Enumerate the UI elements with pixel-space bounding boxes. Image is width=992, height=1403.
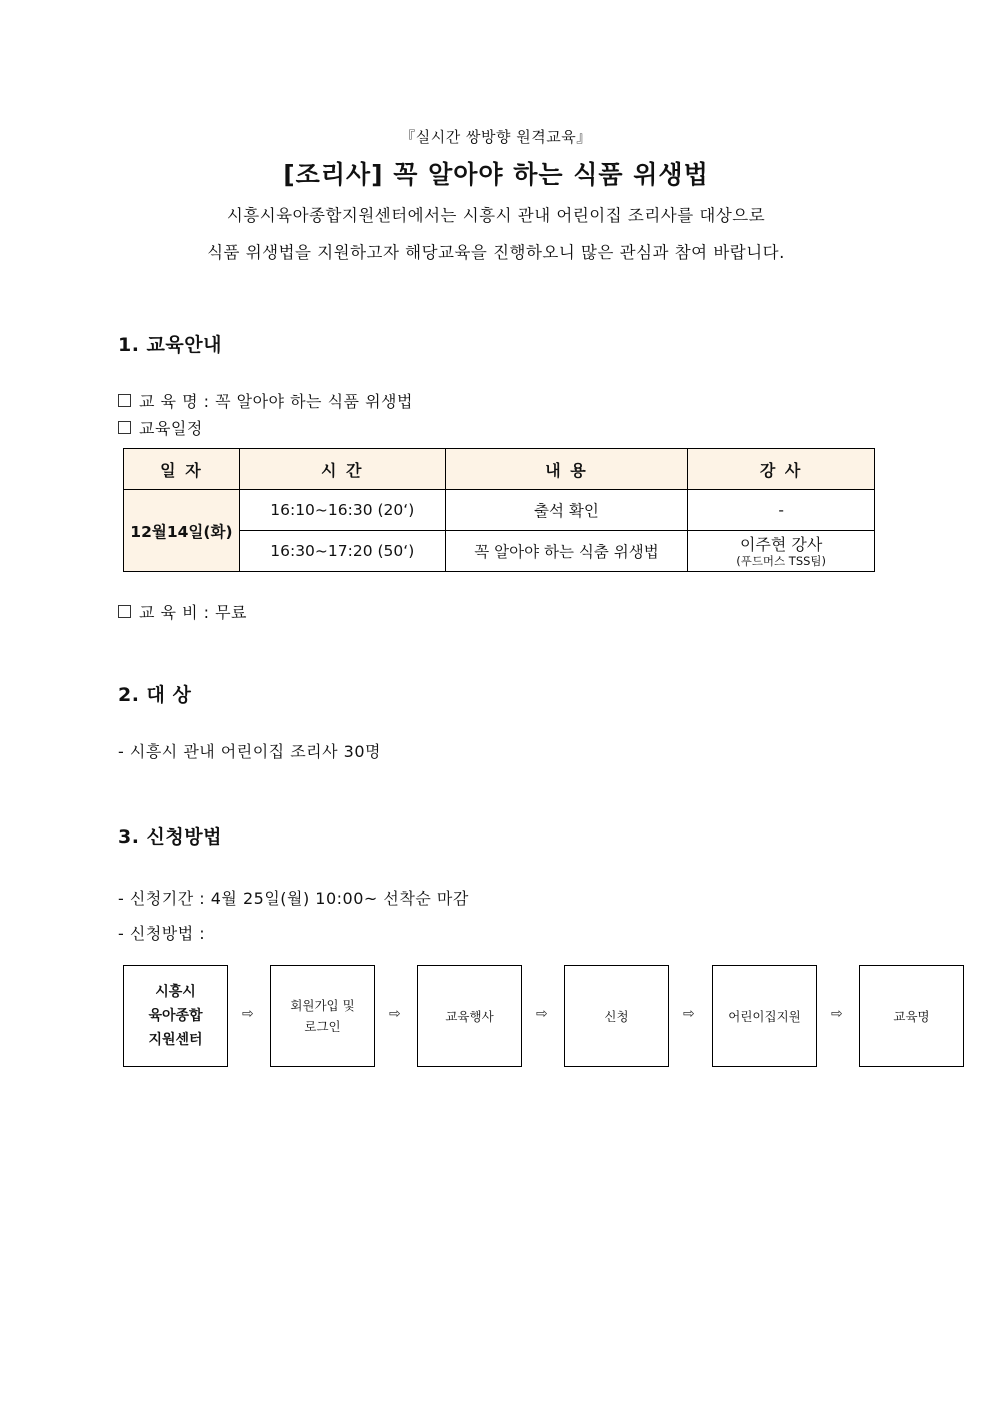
schedule-label-line bbox=[118, 416, 203, 439]
section-heading-application: 3. 신청방법 bbox=[118, 826, 222, 848]
flow-step-1-line: 시흥시 bbox=[155, 984, 196, 1000]
flow-step-6-label: 교육명 bbox=[893, 1008, 930, 1024]
schedule-table bbox=[123, 448, 875, 572]
flow-step-2-line: 회원가입 및 bbox=[290, 998, 355, 1013]
flow-step-2-line: 로그인 bbox=[304, 1019, 341, 1034]
header-instructor: 강 사 bbox=[688, 449, 875, 490]
intro-line-1: 시흥시육아종합지원센터에서는 시흥시 관내 어린이집 조리사를 대상으로 bbox=[226, 206, 766, 225]
table-header-row bbox=[124, 449, 875, 490]
flow-step-5-label: 어린이집지원 bbox=[728, 1008, 801, 1024]
arrow-right-icon: ⇨ bbox=[683, 1006, 695, 1022]
arrow-right-icon: ⇨ bbox=[536, 1006, 548, 1022]
application-method-label: - 신청방법 : bbox=[118, 924, 206, 943]
content-cell: 꼭 알아야 하는 식춤 위생법 bbox=[445, 531, 688, 572]
document-title: [조리사] 꼭 알아야 하는 식품 위생법 bbox=[283, 160, 709, 189]
instructor-affiliation: (푸드머스 TSS팀) bbox=[736, 553, 827, 568]
time-cell: 16:30~17:20 (50‘) bbox=[239, 531, 445, 572]
flow-step-edu-event bbox=[417, 965, 522, 1067]
checkbox-icon bbox=[118, 605, 131, 618]
flow-step-course-name bbox=[859, 965, 964, 1067]
fee-text: 교 육 비 : 무료 bbox=[139, 603, 248, 622]
course-name-text: 교 육 명 : 꼭 알아야 하는 식품 위생법 bbox=[139, 392, 413, 411]
header-date: 일 자 bbox=[124, 449, 240, 490]
checkbox-icon bbox=[118, 421, 131, 434]
application-period-line: - 신청기간 : 4월 25일(월) 10:00~ 선착순 마감 bbox=[118, 889, 469, 908]
table-row bbox=[124, 490, 875, 531]
arrow-right-icon: ⇨ bbox=[242, 1006, 254, 1022]
fee-line bbox=[118, 600, 247, 623]
instructor-cell: - bbox=[688, 490, 875, 531]
instructor-name: 이주현 강사 bbox=[739, 534, 823, 554]
header-content: 내 용 bbox=[445, 449, 688, 490]
flow-step-3-label: 교육행사 bbox=[445, 1008, 494, 1024]
flow-step-apply bbox=[564, 965, 669, 1067]
course-name-line bbox=[118, 389, 413, 412]
schedule-label-text: 교육일정 bbox=[139, 419, 203, 438]
arrow-right-icon: ⇨ bbox=[831, 1006, 843, 1022]
time-cell: 16:10~16:30 (20‘) bbox=[239, 490, 445, 531]
flow-step-1-line: 육아종합 bbox=[148, 1008, 203, 1024]
header-time: 시 간 bbox=[239, 449, 445, 490]
instructor-cell bbox=[688, 531, 875, 572]
content-cell: 출석 확인 bbox=[445, 490, 688, 531]
section-heading-target: 2. 대 상 bbox=[118, 684, 192, 706]
flow-step-center bbox=[123, 965, 228, 1067]
intro-line-2: 식품 위생법을 지원하고자 해당교육을 진행하오니 많은 관심과 참여 바랍니다. bbox=[207, 243, 785, 262]
section-heading-education-info: 1. 교육안내 bbox=[118, 334, 222, 356]
flow-step-signup-login bbox=[270, 965, 375, 1067]
flow-step-daycare-support bbox=[712, 965, 817, 1067]
target-line: - 시흥시 관내 어린이집 조리사 30명 bbox=[118, 742, 381, 761]
checkbox-icon bbox=[118, 394, 131, 407]
arrow-right-icon: ⇨ bbox=[389, 1006, 401, 1022]
flow-step-1-line: 지원센터 bbox=[148, 1032, 203, 1048]
flow-step-4-label: 신청 bbox=[604, 1008, 629, 1024]
date-cell: 12월14일(화) bbox=[124, 490, 240, 572]
document-subtitle: 『실시간 쌍방향 원격교육』 bbox=[400, 128, 592, 146]
